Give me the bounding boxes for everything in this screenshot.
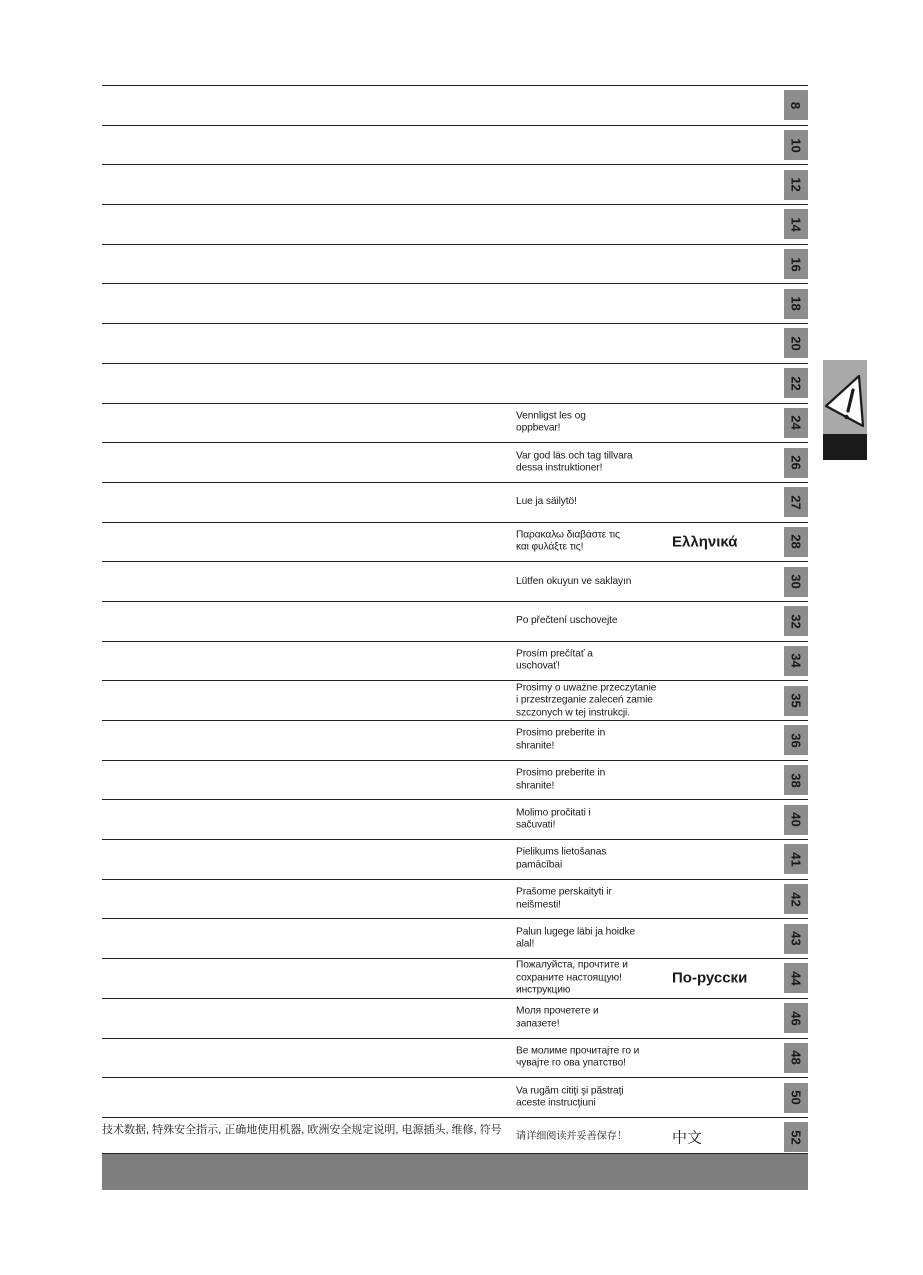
row-page-number: 50 <box>788 1090 804 1105</box>
row-language-label: Ελληνικά <box>672 533 738 551</box>
warning-tab <box>823 360 867 460</box>
toc-row <box>102 482 808 522</box>
row-page-tab <box>784 170 808 200</box>
row-page-number: 8 <box>788 101 804 109</box>
row-read-note: Prosimo preberite in shranite! <box>516 767 606 792</box>
row-language-label: По-русски <box>672 969 748 987</box>
toc-row <box>102 323 808 363</box>
toc-row <box>102 918 808 958</box>
row-page-tab <box>784 924 808 954</box>
row-page-tab <box>784 249 808 279</box>
row-page-tab <box>784 408 808 438</box>
row-page-number: 32 <box>788 614 804 629</box>
row-page-tab <box>784 527 808 557</box>
toc-row <box>102 244 808 284</box>
row-page-number: 22 <box>788 375 804 391</box>
row-page-number: 10 <box>788 137 804 153</box>
toc-row <box>102 442 808 482</box>
row-page-tab <box>784 328 808 358</box>
row-page-tab <box>784 90 808 120</box>
toc-row <box>102 958 808 998</box>
row-read-note: Ве молиме прочитајте го и чувајте го ова упатство! <box>516 1045 640 1069</box>
row-page-number: 27 <box>788 494 804 510</box>
toc-row <box>102 998 808 1038</box>
toc-row <box>102 522 808 562</box>
row-read-note: Prosimy o uważne przeczytanie i przestrzeganie zaleceń zamie szczonych w tej instrukcji. <box>516 681 657 718</box>
row-page-number: 20 <box>788 336 804 351</box>
row-page-tab <box>784 725 808 755</box>
row-page-number: 16 <box>788 256 804 272</box>
row-page-tab <box>784 686 808 716</box>
toc-row <box>102 363 808 403</box>
row-read-note: Παρακαλω διαβάστε τις και φυλάξτε τις! <box>516 529 620 553</box>
toc-row <box>102 283 808 323</box>
row-page-tab <box>784 487 808 517</box>
row-read-note: Prosím prečítať a uschovať! <box>516 648 593 672</box>
row-read-note: Пожалуйста, прочтите и сохраните настоящую! инструкцию <box>516 959 628 996</box>
toc-row <box>102 720 808 760</box>
toc-row <box>102 125 808 165</box>
row-page-number: 46 <box>788 1010 804 1026</box>
row-page-number: 48 <box>788 1050 804 1066</box>
toc-row <box>102 1077 808 1117</box>
row-page-number: 43 <box>788 931 804 947</box>
row-page-number: 35 <box>788 693 804 708</box>
row-page-number: 41 <box>788 852 804 867</box>
row-read-note: Var god läs och tag tillvara dessa instruktioner! <box>516 450 633 474</box>
row-read-note: Pielikums lietošanas pamācībai <box>516 846 607 871</box>
row-page-tab <box>784 963 808 993</box>
row-page-tab <box>784 567 808 597</box>
row-page-number: 38 <box>788 772 804 788</box>
row-page-tab <box>784 1083 808 1113</box>
row-read-note: Va rugăm citiţi şi păstraţi aceste instrucţiuni <box>516 1085 624 1109</box>
row-page-number: 26 <box>788 455 804 470</box>
toc-row <box>102 839 808 879</box>
row-page-number: 12 <box>788 177 804 192</box>
row-page-number: 52 <box>788 1129 804 1145</box>
row-page-tab <box>784 884 808 914</box>
row-page-number: 24 <box>788 415 804 431</box>
toc-row <box>102 760 808 800</box>
row-language-label: 中文 <box>672 1129 703 1147</box>
row-page-tab <box>784 209 808 239</box>
row-page-tab <box>784 289 808 319</box>
row-page-number: 34 <box>788 653 804 669</box>
row-page-number: 14 <box>788 217 804 232</box>
row-page-number: 44 <box>788 971 804 986</box>
row-page-number: 30 <box>788 574 804 589</box>
row-page-number: 40 <box>788 812 804 827</box>
row-page-tab <box>784 1043 808 1073</box>
table-of-contents <box>102 85 808 1157</box>
toc-row <box>102 641 808 681</box>
toc-row <box>102 561 808 601</box>
row-page-tab <box>784 805 808 835</box>
row-read-note: Prašome perskaityti ir neišmesti! <box>516 886 612 911</box>
row-read-note: Моля прочетете и запазете! <box>516 1005 599 1030</box>
row-read-note: Po přečtení uschovejte <box>516 615 618 627</box>
row-description: 技术数据, 特殊安全指示, 正确地使用机器, 欧洲安全规定说明, 电源插头, 维修, 符号 <box>102 1123 502 1136</box>
row-read-note: Lütfen okuyun ve saklayın <box>516 575 632 587</box>
toc-row <box>102 601 808 641</box>
footer-bar <box>102 1153 808 1190</box>
row-page-number: 28 <box>788 534 804 550</box>
toc-row <box>102 164 808 204</box>
row-page-tab <box>784 844 808 874</box>
toc-row <box>102 1038 808 1078</box>
row-page-number: 18 <box>788 296 804 312</box>
row-read-note: Lue ja säilytö! <box>516 495 577 507</box>
toc-row <box>102 879 808 919</box>
row-page-tab <box>784 368 808 398</box>
row-read-note: Prosimo preberite in shranite! <box>516 727 606 752</box>
warning-triangle-icon <box>823 360 867 460</box>
row-read-note: Palun lugege läbi ja hoidke alal! <box>516 926 636 950</box>
toc-row <box>102 403 808 443</box>
row-read-note: Vennligst les og oppbevar! <box>516 410 586 434</box>
row-page-tab <box>784 1122 808 1152</box>
row-page-number: 42 <box>788 891 804 907</box>
row-read-note: Molimo pročitati i sačuvati! <box>516 807 591 831</box>
row-page-tab <box>784 606 808 636</box>
row-read-note: 请详细阅读并妥善保存！ <box>516 1130 627 1142</box>
toc-row <box>102 1117 808 1157</box>
row-page-tab <box>784 1003 808 1033</box>
row-page-tab <box>784 765 808 795</box>
row-page-tab <box>784 646 808 676</box>
row-page-tab <box>784 448 808 478</box>
toc-row <box>102 680 808 720</box>
row-page-number: 36 <box>788 733 804 748</box>
toc-row <box>102 204 808 244</box>
toc-row <box>102 799 808 839</box>
row-page-tab <box>784 130 808 160</box>
toc-row <box>102 85 808 125</box>
